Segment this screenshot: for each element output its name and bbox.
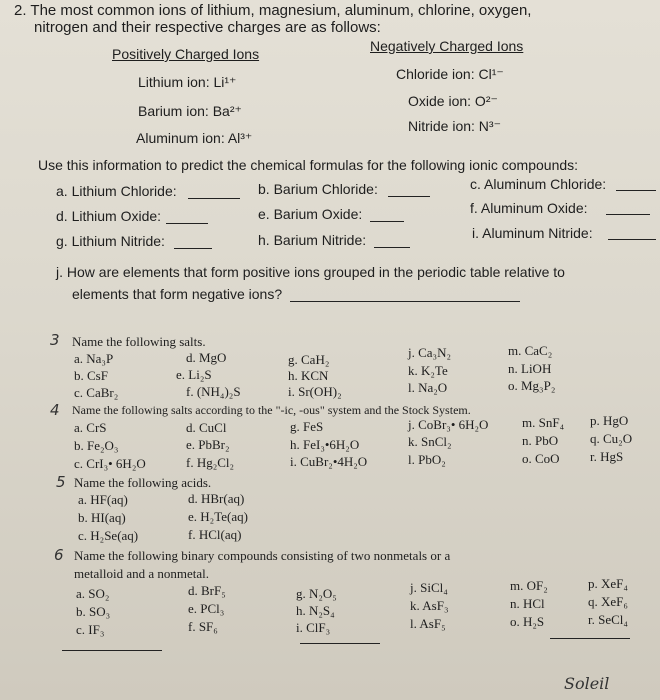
predict-item-f: f. Aluminum Oxide: — [470, 200, 588, 216]
q3-item-n: n. LiOH — [508, 361, 552, 376]
q6-item-d: d. BrF₅ — [188, 583, 226, 598]
predict-item-h: h. Barium Nitride: — [258, 232, 367, 248]
answer-blank-g[interactable] — [174, 248, 212, 249]
q4-title: Name the following salts according to the "-ic, -ous" system and the Stock System. — [72, 403, 471, 417]
question-j-line-1: j. How are elements that form positive ions grouped in the periodic table relative to — [56, 264, 565, 280]
q3-item-b: b. CsF — [74, 368, 108, 383]
q3-item-g: g. CaH₂ — [288, 352, 330, 367]
q3-item-k: k. K₂Te — [408, 363, 448, 378]
q6-item-q: q. XeF₆ — [588, 594, 628, 609]
q6-item-o: o. H₂S — [510, 614, 545, 629]
q6-item-g: g. N₂O₅ — [296, 586, 337, 601]
q4-item-f: f. Hg₂Cl₂ — [186, 455, 235, 470]
predict-item-c: c. Aluminum Chloride: — [470, 176, 607, 192]
q3-title: Name the following salts. — [72, 334, 206, 349]
q3-item-c: c. CaBr₂ — [74, 385, 119, 400]
answer-blank-a[interactable] — [188, 198, 240, 199]
q4-item-d: d. CuCl — [186, 420, 227, 435]
q6-item-a: a. SO₂ — [76, 586, 110, 601]
answer-blank-d[interactable] — [166, 223, 208, 224]
q3-item-i: i. Sr(OH)₂ — [288, 384, 342, 399]
q3-item-d: d. MgO — [186, 350, 227, 365]
q3-item-m: m. CaC₂ — [508, 343, 553, 358]
q6-item-j: j. SiCl₄ — [410, 580, 448, 595]
q6-item-e: e. PCl₃ — [188, 601, 225, 616]
answer-blank-i[interactable] — [608, 239, 656, 240]
q5-title: Name the following acids. — [74, 475, 212, 490]
q6-item-m: m. OF₂ — [510, 578, 548, 593]
ion-chloride: Chloride ion: Cl¹⁻ — [396, 66, 504, 82]
signature: Soleil — [564, 674, 610, 693]
answer-blank-e[interactable] — [370, 221, 404, 222]
q6-item-n: n. HCl — [510, 596, 545, 611]
ion-barium: Barium ion: Ba²⁺ — [138, 103, 242, 119]
q5-item-c: c. H₂Se(aq) — [78, 528, 139, 543]
predict-item-e: e. Barium Oxide: — [258, 206, 363, 222]
predict-item-a: a. Lithium Chloride: — [56, 183, 177, 199]
q3-number: 3 — [50, 331, 60, 349]
q6-title-line-2: metalloid and a nonmetal. — [74, 566, 210, 581]
question-2-line-1: 2. The most common ions of lithium, magnesium, aluminum, chlorine, oxygen, — [14, 2, 532, 19]
q4-item-i: i. CuBr₂•4H₂O — [290, 454, 368, 469]
q6-number: 6 — [54, 546, 64, 564]
question-2-line-2: nitrogen and their respective charges are as follows: — [34, 19, 381, 36]
q4-item-j: j. CoBr₃• 6H₂O — [408, 417, 489, 432]
predict-item-i: i. Aluminum Nitride: — [472, 225, 593, 241]
q4-item-p: p. HgO — [590, 413, 629, 428]
q3-item-l: l. Na₂O — [408, 380, 448, 395]
q4-item-b: b. Fe₂O₃ — [74, 438, 119, 453]
q6-item-k: k. AsF₃ — [410, 598, 449, 613]
positive-ions-heading: Positively Charged Ions — [112, 46, 260, 62]
predict-item-b: b. Barium Chloride: — [258, 181, 378, 197]
q6-item-h: h. N₂S₄ — [296, 603, 335, 618]
q3-item-a: a. Na₃P — [74, 351, 114, 366]
answer-blank-b[interactable] — [388, 196, 430, 197]
q4-item-m: m. SnF₄ — [522, 415, 565, 430]
q4-item-n: n. PbO — [522, 433, 559, 448]
bottom-rule-right — [550, 638, 630, 639]
q3-item-o: o. Mg₃P₂ — [508, 378, 556, 393]
ion-lithium: Lithium ion: Li¹⁺ — [138, 74, 237, 90]
q6-item-r: r. SeCl₄ — [588, 612, 628, 627]
q6-item-b: b. SO₃ — [76, 604, 111, 619]
q5-item-d: d. HBr(aq) — [188, 491, 245, 506]
q6-item-f: f. SF₆ — [188, 619, 218, 634]
q5-item-b: b. HI(aq) — [78, 510, 126, 525]
question-j-line-2: elements that form negative ions? — [72, 286, 283, 302]
ion-aluminum: Aluminum ion: Al³⁺ — [136, 130, 253, 146]
answer-blank-h[interactable] — [374, 247, 410, 248]
answer-blank-j[interactable] — [290, 301, 520, 302]
predict-item-d: d. Lithium Oxide: — [56, 208, 162, 224]
ion-nitride: Nitride ion: N³⁻ — [408, 118, 501, 134]
q5-item-f: f. HCl(aq) — [188, 527, 242, 542]
q4-item-g: g. FeS — [290, 419, 324, 434]
answer-blank-c[interactable] — [616, 190, 656, 191]
q5-item-a: a. HF(aq) — [78, 492, 128, 507]
q6-title-line-1: Name the following binary compounds consisting of two nonmetals or a — [74, 548, 451, 563]
q4-item-l: l. PbO₂ — [408, 452, 446, 467]
q6-item-l: l. AsF₅ — [410, 616, 446, 631]
predict-instruction: Use this information to predict the chemical formulas for the following ionic compounds: — [38, 157, 579, 173]
q3-item-h: h. KCN — [288, 368, 329, 383]
q4-item-q: q. Cu₂O — [590, 431, 633, 446]
q3-item-e: e. Li₂S — [176, 367, 212, 382]
q4-item-k: k. SnCl₂ — [408, 434, 452, 449]
q4-item-a: a. CrS — [74, 420, 107, 435]
bottom-rule-middle — [300, 643, 380, 644]
q4-item-h: h. FeI₃•6H₂O — [290, 437, 360, 452]
q6-item-p: p. XeF₄ — [588, 576, 628, 591]
q3-item-j: j. Ca₃N₂ — [408, 345, 452, 360]
q4-item-o: o. CoO — [522, 451, 560, 466]
q4-item-c: c. CrI₃• 6H₂O — [74, 456, 146, 471]
q4-number: 4 — [50, 401, 60, 419]
answer-blank-f[interactable] — [606, 214, 650, 215]
bottom-rule-left — [62, 650, 162, 651]
q4-item-e: e. PbBr₂ — [186, 437, 230, 452]
q5-number: 5 — [56, 473, 66, 491]
q4-item-r: r. HgS — [590, 449, 624, 464]
negative-ions-heading: Negatively Charged Ions — [370, 38, 524, 54]
q3-item-f: f. (NH₄)₂S — [186, 384, 241, 399]
q5-item-e: e. H₂Te(aq) — [188, 509, 248, 524]
q6-item-c: c. IF₃ — [76, 622, 105, 637]
ion-oxide: Oxide ion: O²⁻ — [408, 93, 498, 109]
predict-item-g: g. Lithium Nitride: — [56, 233, 165, 249]
q6-item-i: i. ClF₃ — [296, 620, 331, 635]
